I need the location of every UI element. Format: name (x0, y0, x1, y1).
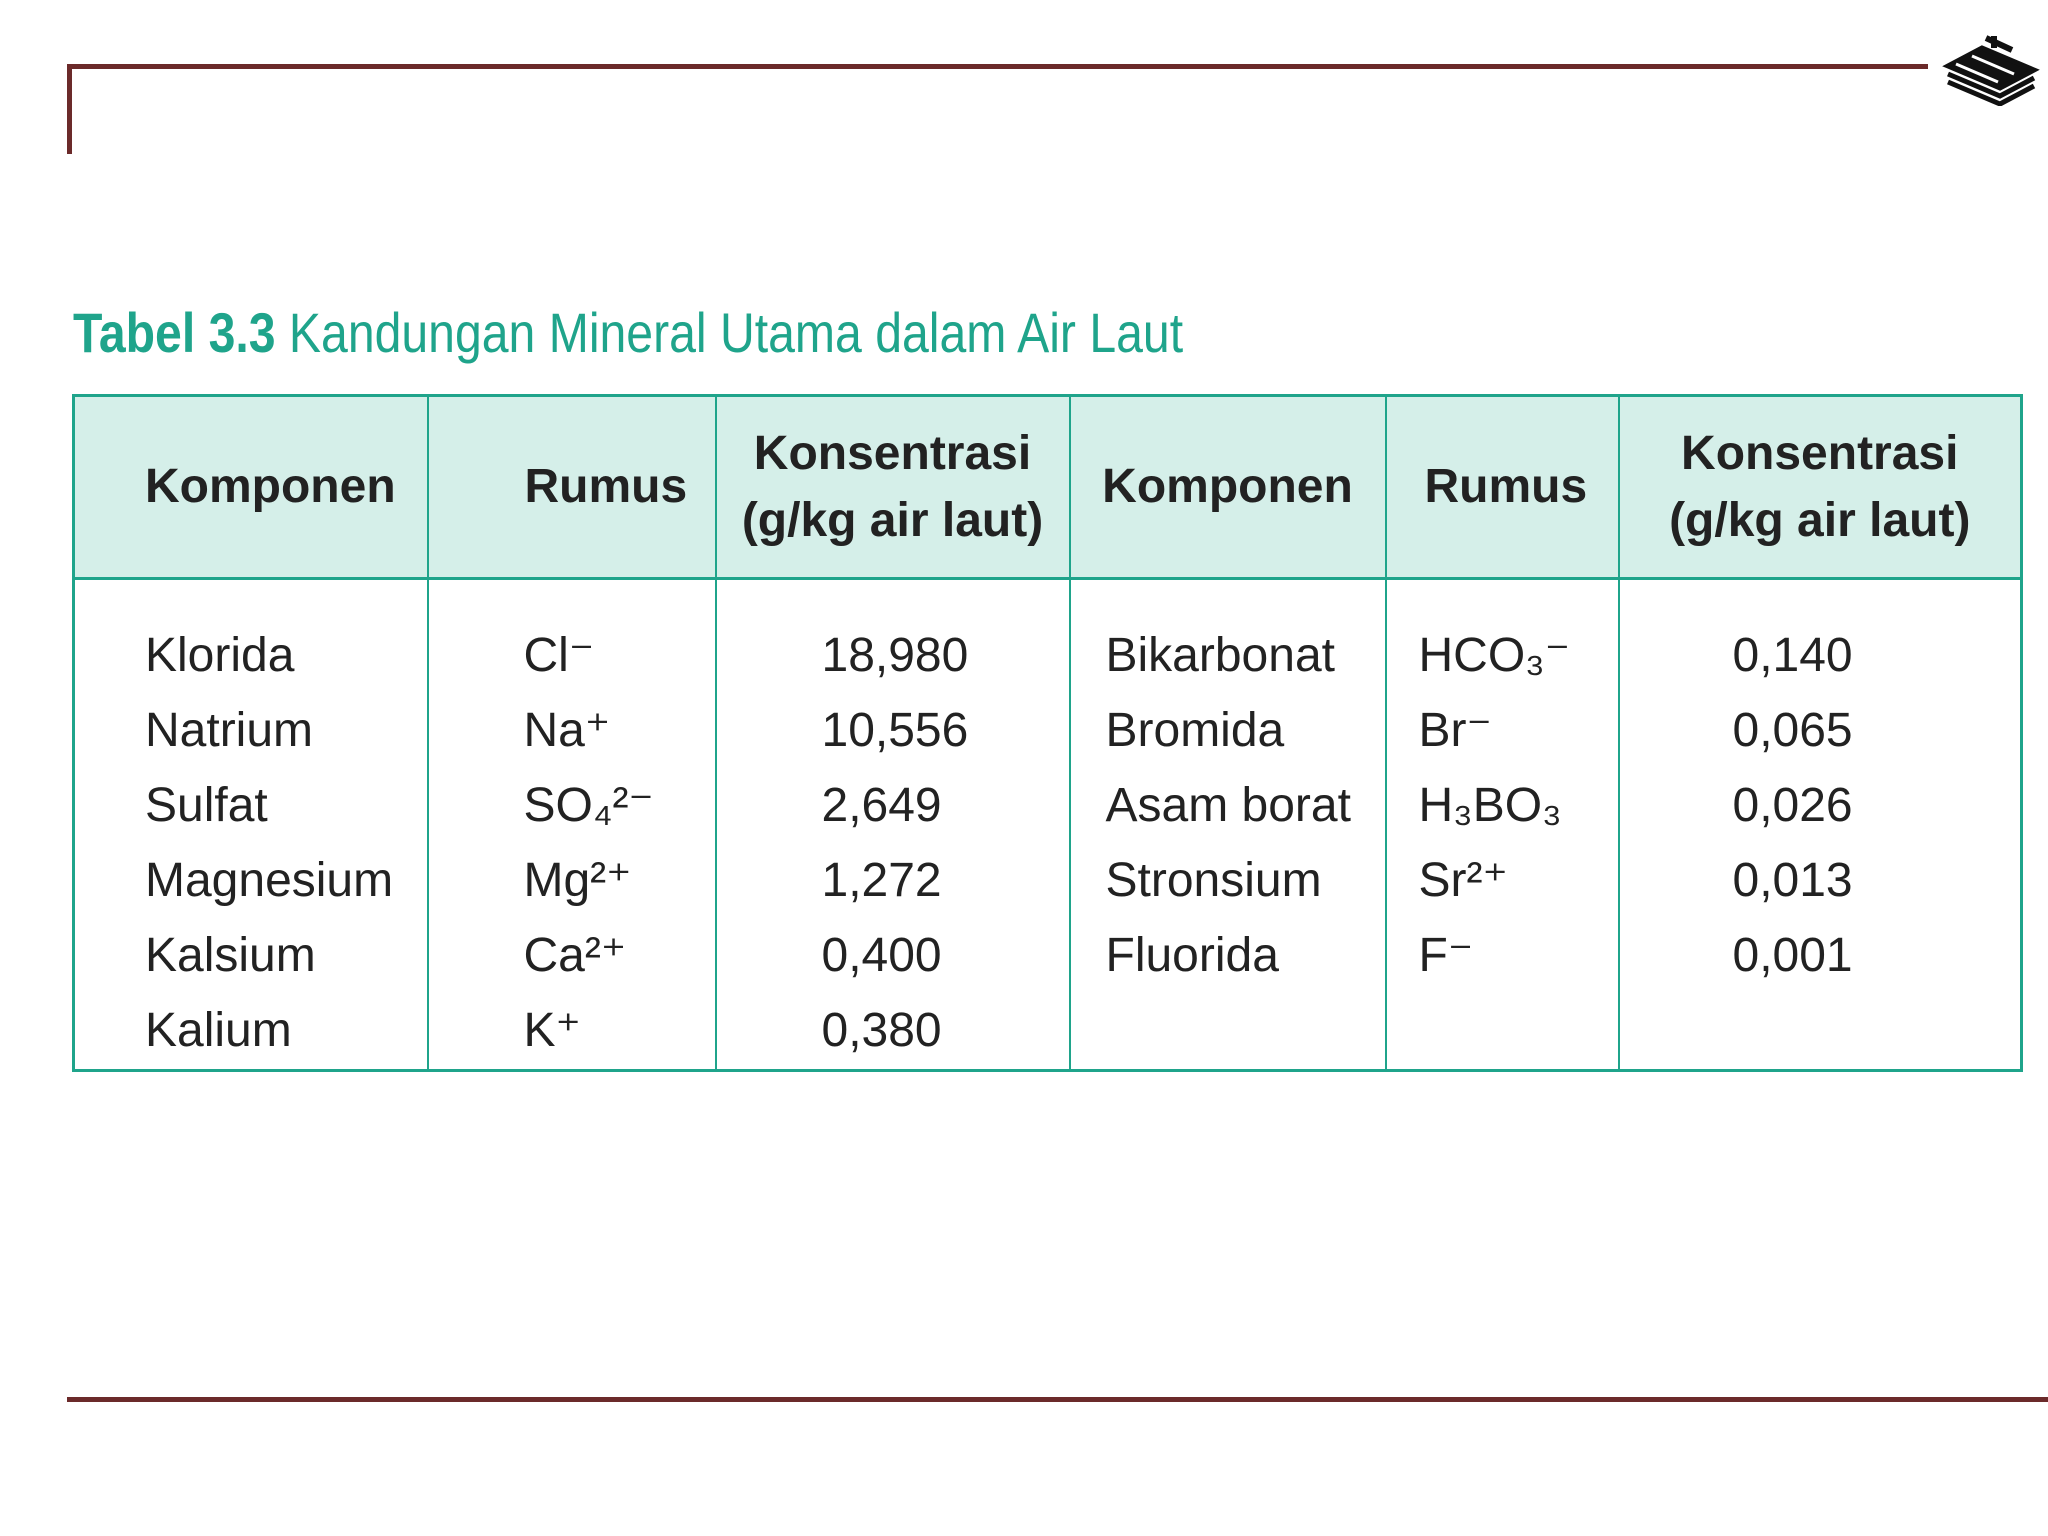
top-rule (67, 64, 1928, 69)
rumus-column (428, 579, 716, 1071)
komponen-cell: Bromida (1105, 704, 1285, 757)
rumus-cell: K⁺ (523, 1004, 581, 1057)
konsentrasi-column (716, 579, 1070, 1071)
header-komponen-2: Komponen (1070, 396, 1386, 579)
komponen-cell: Natrium (145, 704, 314, 757)
header-konsentrasi-line2: (g/kg air laut) (741, 494, 1044, 547)
rumus-cell: Sr²⁺ (1418, 854, 1508, 907)
komponen-cell: Magnesium (145, 854, 394, 907)
header-konsentrasi-line1: Konsentrasi (753, 426, 1032, 480)
konsentrasi-column-2 (1619, 579, 2022, 1071)
komponen-cell: Kalium (145, 1004, 292, 1057)
header-komponen: Komponen (74, 396, 428, 579)
konsentrasi-cell: 18,980 (821, 629, 969, 682)
rumus-cell: HCO₃⁻ (1418, 629, 1571, 682)
rumus-column-2 (1386, 579, 1619, 1071)
rumus-cell: Ca²⁺ (523, 929, 627, 982)
table-header-row (74, 396, 2022, 579)
komponen-cell: Sulfat (145, 779, 268, 832)
rumus-cell: F⁻ (1418, 929, 1474, 982)
stacked-books-icon (1942, 34, 2040, 106)
header-rumus-2: Rumus (1386, 396, 1619, 579)
rumus-cell: Na⁺ (523, 704, 611, 757)
caption-title: Kandungan Mineral Utama dalam Air Laut (288, 301, 1184, 364)
mineral-table (72, 394, 2023, 1072)
bottom-rule (67, 1397, 2048, 1402)
header-konsentrasi (716, 396, 1070, 579)
rumus-cell: Br⁻ (1418, 704, 1492, 757)
konsentrasi-cell: 0,400 (821, 929, 942, 982)
top-left-tick (67, 64, 72, 154)
komponen-cell: Kalsium (145, 929, 316, 982)
header-konsentrasi-2 (1619, 396, 2022, 579)
table-caption (73, 300, 1183, 365)
komponen-cell: Klorida (145, 629, 295, 682)
konsentrasi-cell: 0,026 (1732, 779, 1853, 832)
rumus-cell: SO₄²⁻ (523, 779, 654, 832)
komponen-cell: Fluorida (1105, 929, 1279, 982)
komponen-cell: Stronsium (1105, 854, 1322, 907)
konsentrasi-cell: 0,001 (1732, 929, 1853, 982)
table-body-row (74, 579, 2022, 1071)
komponen-cell: Asam borat (1105, 779, 1351, 832)
header-konsentrasi-2-line2: (g/kg air laut) (1669, 494, 1971, 547)
konsentrasi-cell: 0,013 (1732, 854, 1853, 907)
komponen-column (74, 579, 428, 1071)
konsentrasi-cell: 2,649 (821, 779, 942, 832)
konsentrasi-cell: 0,380 (821, 1004, 942, 1057)
komponen-cell: Bikarbonat (1105, 629, 1335, 682)
konsentrasi-cell: 0,065 (1732, 704, 1853, 757)
header-konsentrasi-2-line1: Konsentrasi (1681, 426, 1959, 480)
komponen-column-2 (1070, 579, 1386, 1071)
caption-label: Tabel 3.3 (73, 301, 276, 364)
rumus-cell: Cl⁻ (523, 629, 595, 682)
konsentrasi-cell: 1,272 (821, 854, 942, 907)
konsentrasi-cell: 0,140 (1732, 629, 1853, 682)
header-rumus: Rumus (428, 396, 716, 579)
rumus-cell: H₃BO₃ (1418, 779, 1562, 832)
konsentrasi-cell: 10,556 (821, 704, 969, 757)
rumus-cell: Mg²⁺ (523, 854, 632, 907)
